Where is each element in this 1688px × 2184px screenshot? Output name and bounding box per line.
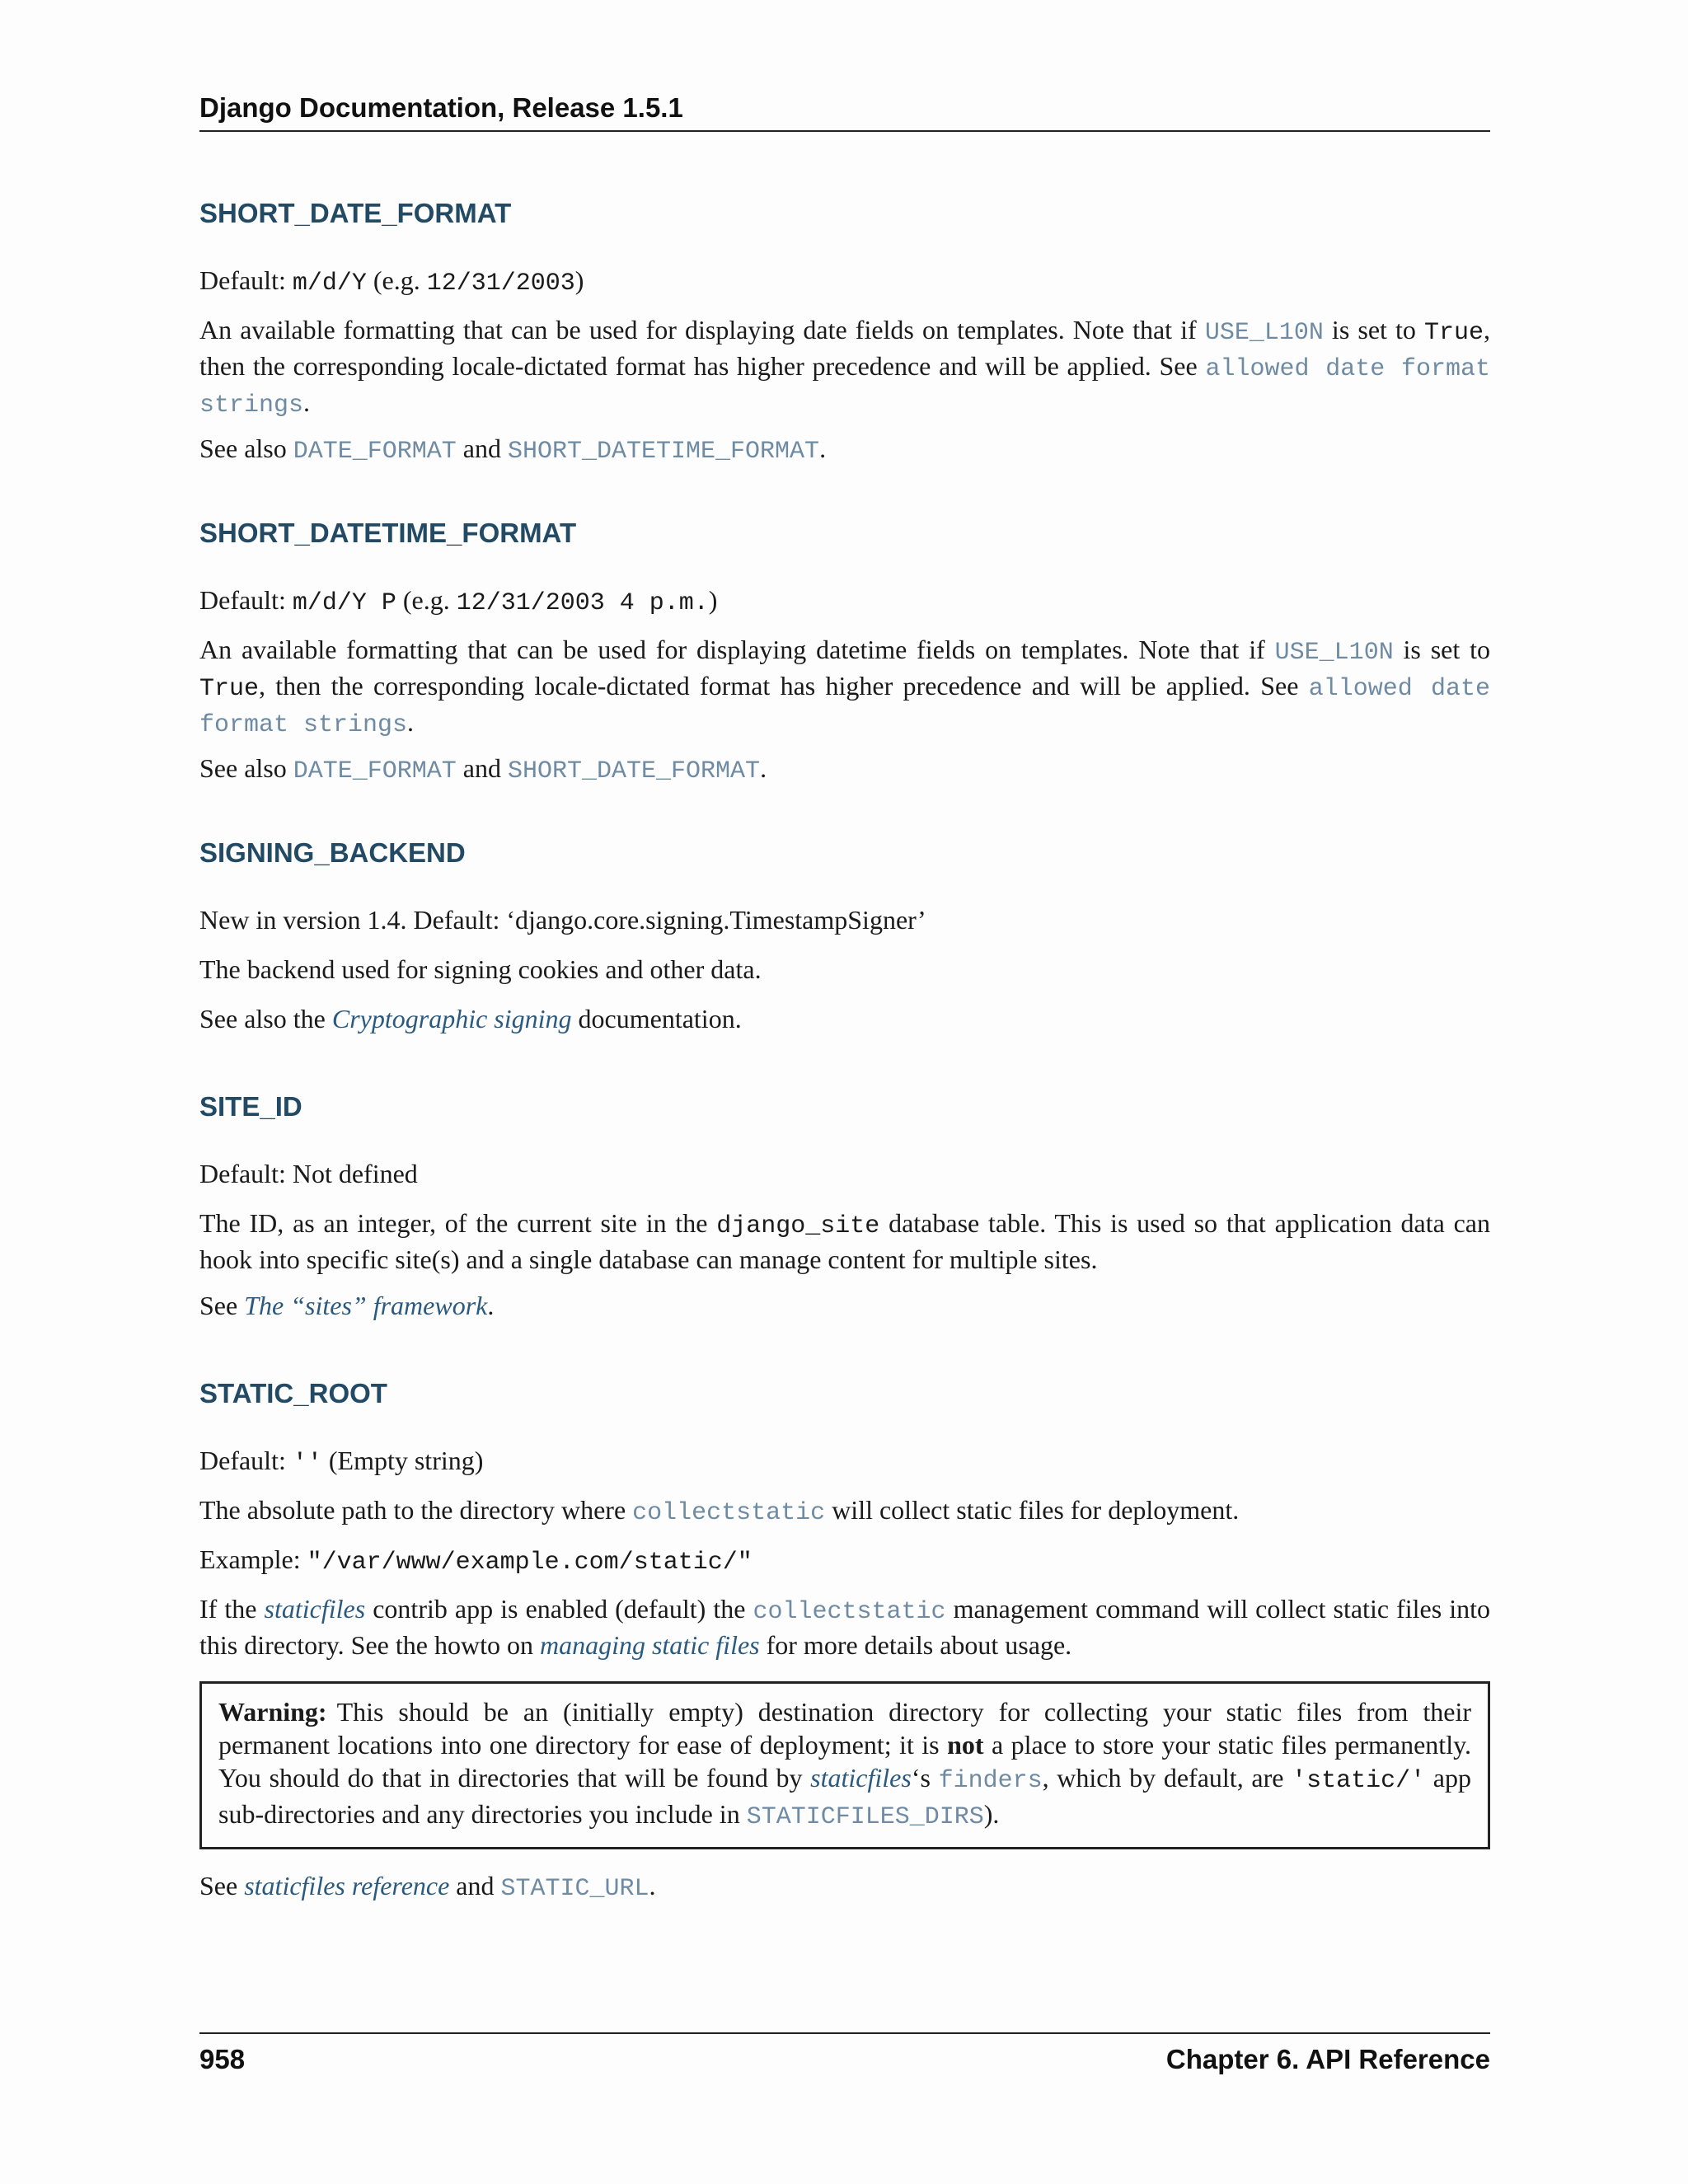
staticfiles-link[interactable]: staticfiles [810, 1763, 912, 1793]
running-header [199, 92, 1490, 132]
section-title-static-root: STATIC_ROOT [199, 1378, 387, 1408]
staticfiles-dirs-link[interactable]: STATICFILES_DIRS [746, 1803, 984, 1831]
true-code: True [199, 675, 260, 703]
short-date-format-default: Default: m/d/Y (e.g. 12/31/2003) [199, 265, 584, 298]
use-l10n-link[interactable]: USE_L10N [1274, 639, 1394, 667]
django-site-code: django_site [716, 1212, 880, 1240]
allowed-date-format-strings-link[interactable]: allowed date format strings [199, 355, 1491, 419]
default-value-code: m/d/Y [292, 269, 367, 298]
date-format-link[interactable]: DATE_FORMAT [293, 757, 457, 785]
short-date-format-see-also: See also DATE_FORMAT and SHORT_DATETIME_FORMAT. [199, 434, 827, 466]
collectstatic-link[interactable]: collectstatic [632, 1499, 826, 1527]
site-id-default: Default: Not defined [199, 1159, 418, 1188]
site-id-see: See The “sites” framework. [199, 1291, 495, 1320]
sites-framework-link[interactable]: The “sites” framework [244, 1291, 488, 1320]
short-datetime-format-default: Default: m/d/Y P (e.g. 12/31/2003 4 p.m.) [199, 585, 718, 617]
static-root-see: See staticfiles reference and STATIC_URL. [199, 1871, 656, 1903]
allowed-date-format-strings-link[interactable]: allowed date format strings [199, 675, 1491, 739]
static-root-description: The absolute path to the directory where collectstatic will collect static files for deployment. [199, 1495, 1240, 1527]
use-l10n-link[interactable]: USE_L10N [1204, 319, 1324, 347]
section-title-site-id: SITE_ID [199, 1091, 302, 1122]
short-datetime-format-link[interactable]: SHORT_DATETIME_FORMAT [508, 438, 820, 466]
page-footer [199, 2032, 1490, 2075]
short-date-format-description: An available formatting that can be used for displaying date fields on templates. Note that if USE_L10N is set to True, then the corresponding locale-dictated format has higher precedence and will be applied. See allowed date format strings. [199, 315, 1491, 419]
static-url-link[interactable]: STATIC_URL [500, 1875, 649, 1903]
site-id-description: The ID, as an integer, of the current site in the django_site database table. This is used so that application data can hook into specific site(s) and a single database can manage content for multiple sites. [199, 1208, 1491, 1274]
static-root-default: Default: '' (Empty string) [199, 1446, 484, 1478]
chapter-title: Chapter 6. API Reference [1165, 2044, 1490, 2074]
page-number: 958 [199, 2044, 246, 2074]
staticfiles-reference-link[interactable]: staticfiles reference [244, 1871, 450, 1900]
header-title: Django Documentation, Release 1.5.1 [199, 92, 683, 123]
section-title-short-date-format: SHORT_DATE_FORMAT [199, 198, 512, 228]
warning-box: Warning: This should be an (initially empty) destination directory for collecting your static files from their permanent locations into one directory for ease of deployment; it is not a place to store your static files permanently. You should do that in directories that will be found by staticfiles‘s finders, which by default, are 'static/' app sub-directories and any directories you include in STATICFILES_DIRS). [199, 1681, 1490, 1849]
default-value-code: m/d/Y P [292, 589, 396, 617]
signing-backend-see-also: See also the Cryptographic signing documentation. [199, 1004, 742, 1033]
warning-not-emphasis: not [947, 1730, 984, 1760]
short-datetime-format-see-also: See also DATE_FORMAT and SHORT_DATE_FORMAT. [199, 753, 767, 785]
short-date-format-link[interactable]: SHORT_DATE_FORMAT [508, 757, 761, 785]
example-value-code: 12/31/2003 [426, 269, 575, 298]
static-root-staticfiles-paragraph: If the staticfiles contrib app is enabled (default) the collectstatic management command will collect static files into this directory. See the howto on managing static files for more details about usage. [199, 1594, 1491, 1660]
true-code: True [1424, 319, 1484, 347]
document-page [199, 0, 1490, 2184]
managing-static-files-link[interactable]: managing static files [539, 1630, 760, 1660]
static-root-example: Example: "/var/www/example.com/static/" [199, 1544, 753, 1577]
finders-link[interactable]: finders [938, 1767, 1043, 1795]
static-dir-code: 'static/' [1292, 1767, 1426, 1795]
cryptographic-signing-link[interactable]: Cryptographic signing [331, 1004, 572, 1033]
collectstatic-link[interactable]: collectstatic [753, 1598, 946, 1626]
warning-title: Warning: [218, 1697, 327, 1727]
signing-backend-default: New in version 1.4. Default: ‘django.core.signing.TimestampSigner’ [199, 905, 926, 935]
section-title-signing-backend: SIGNING_BACKEND [199, 837, 466, 868]
signing-backend-description: The backend used for signing cookies and other data. [199, 954, 762, 984]
short-datetime-format-description: An available formatting that can be used for displaying datetime fields on templates. Note that if USE_L10N is set to True, then the corresponding locale-dictated format has higher precedence and will be applied. See allowed date format strings. [199, 635, 1491, 739]
example-value-code: 12/31/2003 4 p.m. [456, 589, 709, 617]
date-format-link[interactable]: DATE_FORMAT [293, 438, 457, 466]
staticfiles-link[interactable]: staticfiles [264, 1594, 366, 1624]
example-path-code: "/var/www/example.com/static/" [307, 1549, 753, 1577]
default-value-code: '' [292, 1450, 322, 1478]
section-title-short-datetime-format: SHORT_DATETIME_FORMAT [199, 518, 577, 548]
